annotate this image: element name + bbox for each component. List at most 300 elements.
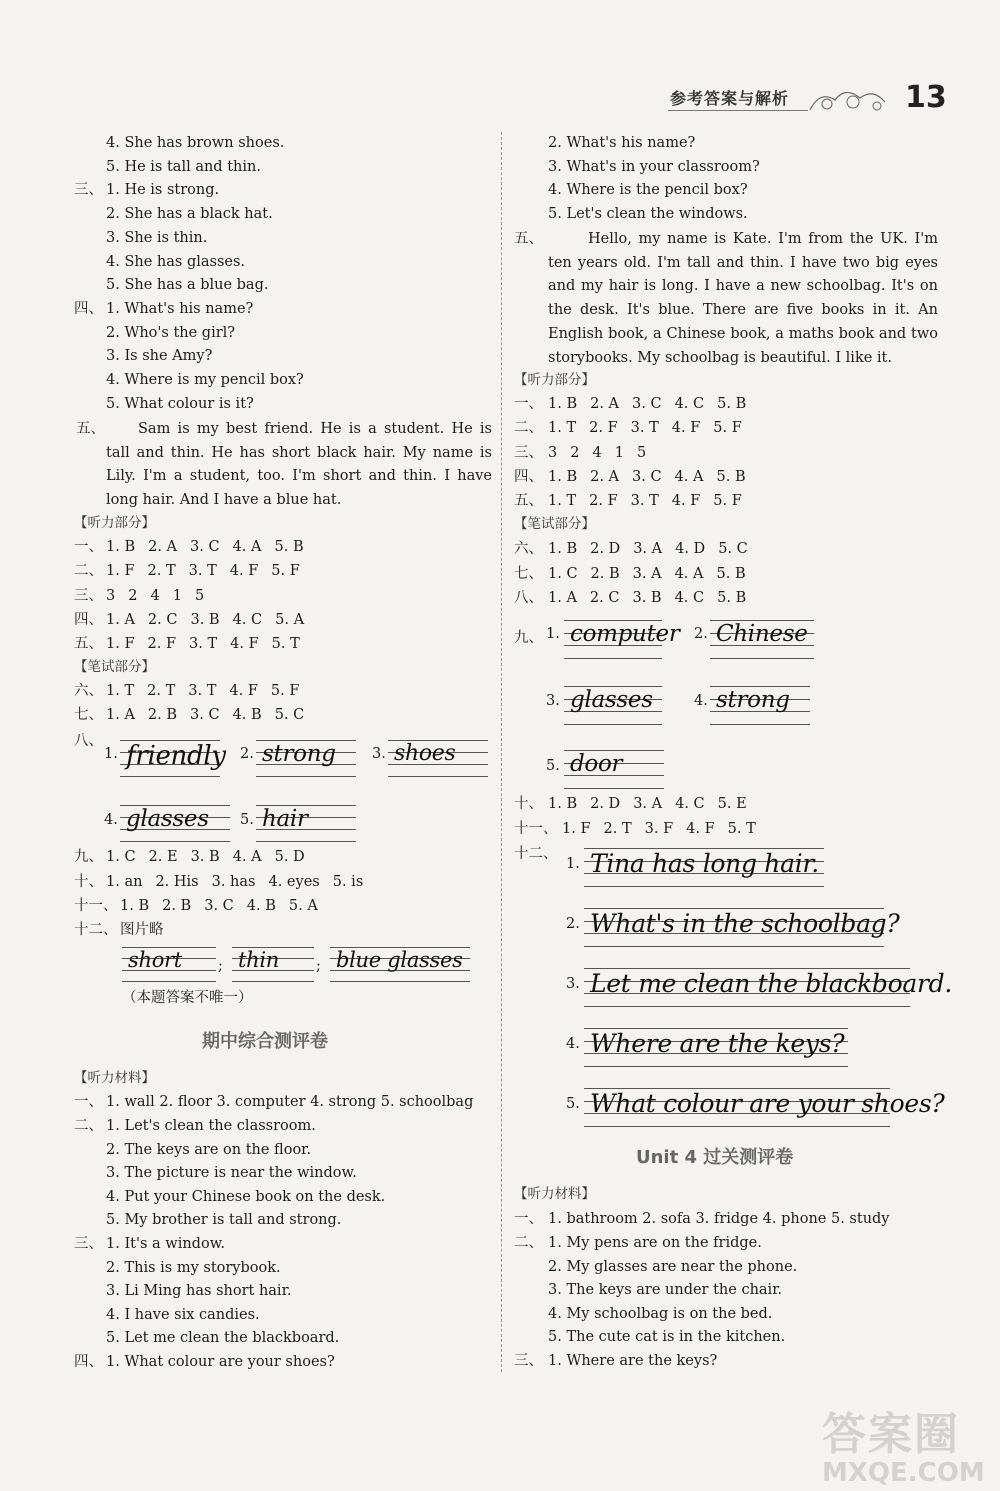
handwritten-answer: [584, 906, 900, 948]
column-divider: [501, 132, 502, 1372]
item-number: 四、: [74, 1354, 103, 1370]
passage-text: Sam is my best friend. He is a student. He is tall and thin. He has short black hair. My name is Lily. I'm a student, too. I'm short and thin. I have long hair. And I have a blue hat.: [106, 421, 492, 509]
item-number: 九、: [74, 849, 103, 865]
answer-item: 3. A: [633, 541, 663, 557]
text-line: [74, 1352, 335, 1372]
answer-row: [514, 418, 755, 438]
answer-item: 4. F: [671, 420, 701, 437]
answer-item: 3. A: [632, 565, 662, 582]
answer-row: [74, 896, 331, 916]
text-line: [74, 252, 245, 272]
text-line: [74, 370, 304, 390]
answer-item: 4. A: [674, 565, 704, 582]
item-number: 三、: [514, 444, 543, 461]
answer-item: 1. an: [106, 873, 143, 890]
item-number: 五、: [76, 421, 105, 437]
handwritten-answer: [564, 684, 662, 726]
answer-item: 3. has: [211, 873, 256, 890]
line-text: 5. My brother is tall and strong.: [106, 1212, 342, 1229]
line-text: 3. The keys are under the chair.: [548, 1282, 783, 1299]
answer-item: 1. F: [106, 563, 135, 580]
answer-item: 1. T: [548, 420, 577, 437]
text-line: [74, 1281, 292, 1301]
answer-row: [514, 794, 760, 814]
answer-item: 2. A: [148, 539, 178, 555]
item-number: 十一、: [514, 820, 558, 837]
text-line: [514, 204, 748, 224]
item-number: 2.: [566, 916, 580, 932]
answer-item: 5. T: [727, 820, 756, 837]
answer-item: 4. F: [671, 493, 701, 510]
answer-item: 1. F: [562, 820, 591, 837]
guide-line: [122, 981, 216, 982]
item-number: 二、: [74, 563, 103, 580]
text-line: [74, 920, 164, 940]
answer-item: 1. B: [548, 396, 578, 412]
item-number: 2.: [240, 746, 254, 762]
answer-item: 3. C: [190, 707, 220, 724]
answer-item: 1: [172, 587, 182, 604]
line-text: 3. Is she Amy?: [106, 348, 213, 365]
answer-item: 4. C: [232, 611, 263, 628]
answer-item: 3. T: [188, 563, 217, 580]
line-text: 2. Who's the girl?: [106, 324, 236, 341]
answer-item: 4. F: [229, 683, 258, 699]
answer-item: 2. F: [589, 420, 618, 437]
line-text: 4. She has brown shoes.: [106, 135, 285, 151]
line-text: 5. She has a blue bag.: [106, 277, 269, 294]
answer-row: [514, 491, 755, 511]
answer-item: 3. F: [644, 820, 674, 837]
item-number: 4.: [104, 812, 118, 828]
answer-item: 3. B: [190, 849, 220, 865]
answer-row: [74, 561, 313, 581]
line-text: 1. Where are the keys?: [548, 1353, 718, 1369]
guide-line: [564, 658, 662, 659]
line-text: 3. Li Ming has short hair.: [106, 1283, 292, 1300]
section-heading: 【笔试部分】: [514, 516, 595, 532]
answer-row: [514, 394, 759, 414]
handwritten-answer: [710, 618, 814, 660]
text-line: [74, 1116, 316, 1136]
answer-item: 4. A: [232, 849, 262, 865]
answer-item: 2. D: [590, 796, 621, 812]
line-text: 1. wall 2. floor 3. computer 4. strong 5. schoolbag: [106, 1094, 474, 1110]
answer-row: [514, 819, 769, 839]
item-number: 4.: [694, 693, 708, 709]
answer-row: [74, 681, 312, 701]
answer-item: 5. T: [271, 636, 300, 653]
item-number: 七、: [74, 707, 103, 724]
text-line: [74, 1092, 473, 1112]
item-number: 九、: [514, 630, 543, 646]
handwritten-word: strong: [716, 687, 790, 713]
answer-row: [74, 537, 317, 557]
text-line: [74, 394, 254, 414]
item-number: 三、: [74, 1236, 103, 1252]
text-line: [514, 180, 748, 200]
text-line: [74, 180, 219, 200]
item-number: 五、: [514, 493, 543, 510]
line-text: 2. The keys are on the floor.: [106, 1141, 312, 1158]
line-text: 图片略: [120, 922, 164, 938]
line-text: 2. She has a black hat.: [106, 206, 273, 223]
answer-item: 2. A: [590, 468, 620, 485]
line-text: 1. What's his name?: [106, 300, 254, 317]
item-number: 二、: [514, 1235, 543, 1251]
handwritten-word: glasses: [126, 806, 209, 832]
handwritten-word: thin: [238, 948, 280, 972]
handwritten-answer: [564, 748, 664, 790]
guide-line: [256, 776, 356, 777]
text-line: [74, 133, 284, 153]
answer-item: 5. F: [271, 563, 300, 580]
answer-item: 1. B: [106, 539, 136, 555]
item-number: 1.: [546, 626, 560, 642]
answer-row: [514, 588, 759, 608]
text-line: [74, 228, 207, 248]
answer-item: 4. B: [246, 898, 276, 914]
text-line: [514, 1327, 785, 1347]
text-line: [74, 1328, 339, 1348]
text-line: [74, 1187, 385, 1207]
handwritten-word: strong: [262, 741, 336, 767]
text-line: [74, 157, 261, 177]
text-line: [74, 323, 235, 343]
handwritten-word: Tina has long hair.: [590, 849, 819, 878]
answer-item: 5. is: [332, 873, 364, 890]
answer-item: 1. B: [548, 796, 578, 812]
line-text: 1. What colour are your shoes?: [106, 1354, 335, 1370]
note: （本题答案不唯一）: [122, 990, 253, 1006]
line-text: 2. What's his name?: [548, 135, 696, 151]
handwritten-word: shoes: [394, 741, 456, 766]
item-number: 五、: [514, 231, 543, 247]
handwritten-answer: [710, 684, 810, 726]
handwritten-word: Chinese: [716, 621, 808, 647]
answer-item: 3. C: [190, 539, 220, 555]
line-text: 1. It's a window.: [106, 1236, 225, 1252]
handwritten-answer: [232, 945, 314, 983]
handwritten-answer: [256, 738, 356, 778]
answer-item: 4. D: [675, 541, 706, 557]
answer-item: 5. A: [288, 898, 318, 914]
text-line: [74, 1163, 357, 1183]
answer-item: 5. F: [713, 493, 742, 510]
guide-line: [120, 776, 220, 777]
text-line: [74, 204, 273, 224]
handwritten-answer: [120, 803, 230, 843]
text-line: [74, 1258, 281, 1278]
text-line: [514, 133, 695, 153]
handwritten-word: What's in the schoolbag?: [590, 909, 900, 938]
guide-line: [564, 724, 662, 725]
answer-item: 5. C: [718, 541, 748, 557]
answer-item: 4: [150, 587, 160, 604]
answer-item: 1. T: [106, 683, 135, 699]
handwritten-answer: [388, 738, 488, 778]
answer-item: 2. E: [148, 849, 178, 865]
answer-row: [74, 847, 318, 867]
line-text: 4. I have six candies.: [106, 1306, 260, 1323]
item-number: 五、: [74, 636, 103, 653]
passage: [514, 228, 938, 370]
answer-item: 2: [128, 587, 138, 604]
item-number: 一、: [514, 1211, 543, 1227]
answer-item: 3. A: [633, 796, 663, 812]
handwritten-answer: [120, 738, 226, 778]
handwritten-word: computer: [570, 621, 680, 647]
text-line: [74, 275, 268, 295]
line-text: 3. She is thin.: [106, 229, 208, 246]
text-line: [514, 1351, 717, 1371]
handwritten-answer: [584, 966, 952, 1008]
answer-item: 5. E: [717, 796, 747, 812]
item-number: 一、: [74, 1094, 103, 1110]
answer-row: [514, 564, 759, 584]
item-number: 十二、: [514, 846, 558, 862]
line-text: 1. He is strong.: [106, 182, 220, 199]
handwritten-answer: [564, 618, 680, 660]
separator: ;: [316, 958, 321, 974]
answer-item: 5. B: [717, 590, 747, 606]
header-title: 参考答案与解析: [670, 89, 790, 108]
answer-item: 5. F: [270, 683, 300, 699]
page-number: 13: [905, 80, 947, 115]
answer-item: 5. F: [713, 420, 742, 437]
handwritten-answer: [256, 803, 356, 843]
line-text: 4. Put your Chinese book on the desk.: [106, 1188, 386, 1205]
guide-line: [232, 981, 314, 982]
answer-item: 2. B: [590, 565, 620, 582]
answer-item: 5. C: [274, 707, 305, 724]
answer-item: 4. C: [674, 590, 705, 606]
answer-row: [74, 610, 317, 630]
separator: ;: [218, 958, 223, 974]
line-text: 1. Let's clean the classroom.: [106, 1118, 316, 1134]
answer-item: 4. F: [230, 636, 259, 653]
handwritten-answer: [584, 1086, 945, 1128]
guide-line: [584, 1006, 910, 1007]
item-number: 3.: [566, 976, 580, 992]
handwritten-word: Where are the keys?: [590, 1029, 845, 1058]
item-number: 三、: [74, 182, 103, 199]
line-text: 1. My pens are on the fridge.: [548, 1235, 762, 1251]
guide-line: [710, 658, 814, 659]
answer-item: 1. F: [106, 636, 135, 653]
answer-item: 2. T: [147, 683, 176, 699]
answer-row: [74, 872, 376, 892]
answer-item: 3. C: [632, 396, 662, 412]
handwritten-word: What colour are your shoes?: [590, 1089, 945, 1118]
section-title: Unit 4 过关测评卷: [636, 1147, 794, 1168]
answer-item: 2. F: [589, 493, 618, 510]
text-line: [74, 1140, 311, 1160]
answer-row: [514, 467, 759, 487]
watermark: [822, 1398, 985, 1488]
item-number: 四、: [514, 468, 543, 485]
text-line: [74, 1305, 260, 1325]
answer-item: 2. B: [162, 898, 192, 914]
answer-item: 2. A: [590, 396, 620, 412]
guide-line: [120, 841, 230, 842]
line-text: 5. Let's clean the windows.: [548, 206, 748, 223]
item-number: 八、: [514, 590, 543, 606]
answer-item: 3. B: [632, 590, 662, 606]
text-line: [74, 1210, 341, 1230]
answer-item: 4: [592, 444, 602, 461]
line-text: 2. This is my storybook.: [106, 1259, 281, 1276]
answer-item: 5. B: [716, 565, 746, 582]
item-number: 十二、: [74, 922, 118, 938]
item-number: 十一、: [74, 898, 118, 914]
answer-item: 4. F: [229, 563, 259, 580]
watermark-url: MXQE.COM: [822, 1458, 985, 1488]
text-line: [514, 157, 760, 177]
handwritten-word: short: [128, 948, 182, 972]
answer-row: [74, 586, 217, 606]
line-text: 4. Where is my pencil box?: [106, 372, 304, 388]
item-number: 二、: [514, 420, 543, 437]
answer-item: 4. eyes: [268, 873, 320, 890]
text-line: [514, 1280, 782, 1300]
item-number: 4.: [566, 1036, 580, 1052]
item-number: 七、: [514, 565, 543, 582]
answer-item: 1. B: [548, 468, 578, 485]
handwritten-answer: [122, 945, 216, 983]
item-number: 3.: [546, 693, 560, 709]
item-number: 2.: [694, 626, 708, 642]
item-number: 八、: [74, 733, 103, 749]
text-line: [514, 1304, 772, 1324]
answer-item: 5: [194, 587, 205, 604]
answer-item: 1. B: [548, 541, 578, 557]
guide-line: [710, 724, 810, 725]
guide-line: [564, 788, 664, 789]
text-line: [514, 1233, 762, 1253]
guide-line: [330, 981, 470, 982]
answer-item: 2. F: [147, 636, 177, 653]
line-text: 5. The cute cat is in the kitchen.: [548, 1329, 786, 1346]
item-number: 二、: [74, 1118, 103, 1134]
answer-item: 1: [614, 444, 624, 461]
answer-item: 3. C: [632, 468, 662, 485]
answer-item: 1. A: [106, 611, 135, 628]
item-number: 四、: [74, 300, 103, 317]
handwritten-answer: [584, 846, 824, 888]
item-number: 5.: [240, 812, 254, 828]
item-number: 1.: [104, 746, 118, 762]
section-heading: 【笔试部分】: [74, 659, 155, 675]
answer-item: 4. F: [686, 820, 715, 837]
line-text: 1. bathroom 2. sofa 3. fridge 4. phone 5. study: [548, 1211, 890, 1227]
handwritten-word: Let me clean the blackboard.: [590, 969, 952, 998]
answer-item: 4. C: [675, 796, 705, 812]
answer-item: 2. His: [155, 873, 199, 890]
handwritten-word: door: [570, 751, 623, 777]
answer-item: 3. T: [188, 683, 217, 699]
item-number: 十、: [514, 796, 543, 812]
section-title: 期中综合测评卷: [202, 1031, 328, 1052]
answer-item: 3. B: [190, 611, 220, 628]
section-heading: 【听力部分】: [74, 515, 155, 531]
handwritten-answer: [584, 1026, 848, 1068]
answer-row: [74, 705, 317, 725]
line-text: 4. She has glasses.: [106, 253, 246, 270]
answer-item: 3. T: [630, 420, 659, 437]
answer-row: [514, 539, 761, 559]
answer-item: 2. B: [147, 707, 178, 724]
guide-line: [584, 946, 884, 947]
line-text: 3. The picture is near the window.: [106, 1165, 357, 1182]
line-text: 4. My schoolbag is on the bed.: [548, 1305, 773, 1322]
header-decoration-icon: [805, 82, 895, 118]
answer-item: 1. C: [548, 565, 578, 582]
answer-item: 1. C: [106, 849, 136, 865]
answer-item: 2. T: [147, 563, 176, 580]
guide-line: [584, 1126, 890, 1127]
handwritten-word: glasses: [570, 687, 653, 713]
answer-item: 3. T: [630, 493, 659, 510]
guide-line: [584, 886, 824, 887]
answer-row: [74, 634, 313, 654]
item-number: 六、: [514, 541, 543, 557]
item-number: 一、: [74, 539, 103, 555]
answer-item: 2. C: [147, 611, 178, 628]
answer-item: 3. T: [189, 636, 218, 653]
answer-row: [514, 443, 659, 463]
item-number: 三、: [514, 1353, 543, 1369]
text-line: [74, 346, 212, 366]
answer-item: 1. B: [120, 898, 150, 914]
item-number: 3.: [372, 746, 386, 762]
answer-item: 2. T: [603, 820, 632, 837]
answer-item: 1. T: [548, 493, 577, 510]
item-number: 一、: [514, 396, 543, 412]
header-rule: [668, 110, 808, 111]
item-number: 四、: [74, 611, 103, 628]
answer-item: 5. D: [274, 849, 305, 865]
line-text: 5. What colour is it?: [106, 395, 254, 412]
section-heading: 【听力材料】: [514, 1186, 595, 1202]
item-number: 5.: [546, 758, 560, 774]
text-line: [514, 1257, 797, 1277]
answer-item: 3: [106, 587, 116, 604]
watermark-logo: 答案圈: [822, 1409, 960, 1460]
guide-line: [388, 776, 488, 777]
passage: [76, 418, 492, 513]
item-number: 5.: [566, 1096, 580, 1112]
item-number: 1.: [566, 856, 580, 872]
line-text: 5. Let me clean the blackboard.: [106, 1330, 340, 1347]
handwritten-word: friendly: [126, 741, 226, 771]
answer-item: 4. A: [674, 468, 704, 485]
line-text: 4. Where is the pencil box?: [548, 182, 748, 199]
answer-item: 5. A: [275, 611, 305, 628]
answer-item: 3: [548, 444, 558, 461]
answer-item: 2. C: [589, 590, 620, 606]
text-line: [74, 299, 253, 319]
answer-item: 1. A: [548, 590, 577, 606]
item-number: 十、: [74, 873, 103, 890]
answer-item: 4. A: [232, 539, 262, 555]
answer-item: 3. C: [204, 898, 234, 914]
section-heading: 【听力材料】: [74, 1070, 155, 1086]
answer-item: 2: [570, 444, 580, 461]
handwritten-answer: [330, 945, 470, 983]
answer-item: 4. B: [232, 707, 262, 724]
item-number: 六、: [74, 683, 103, 699]
